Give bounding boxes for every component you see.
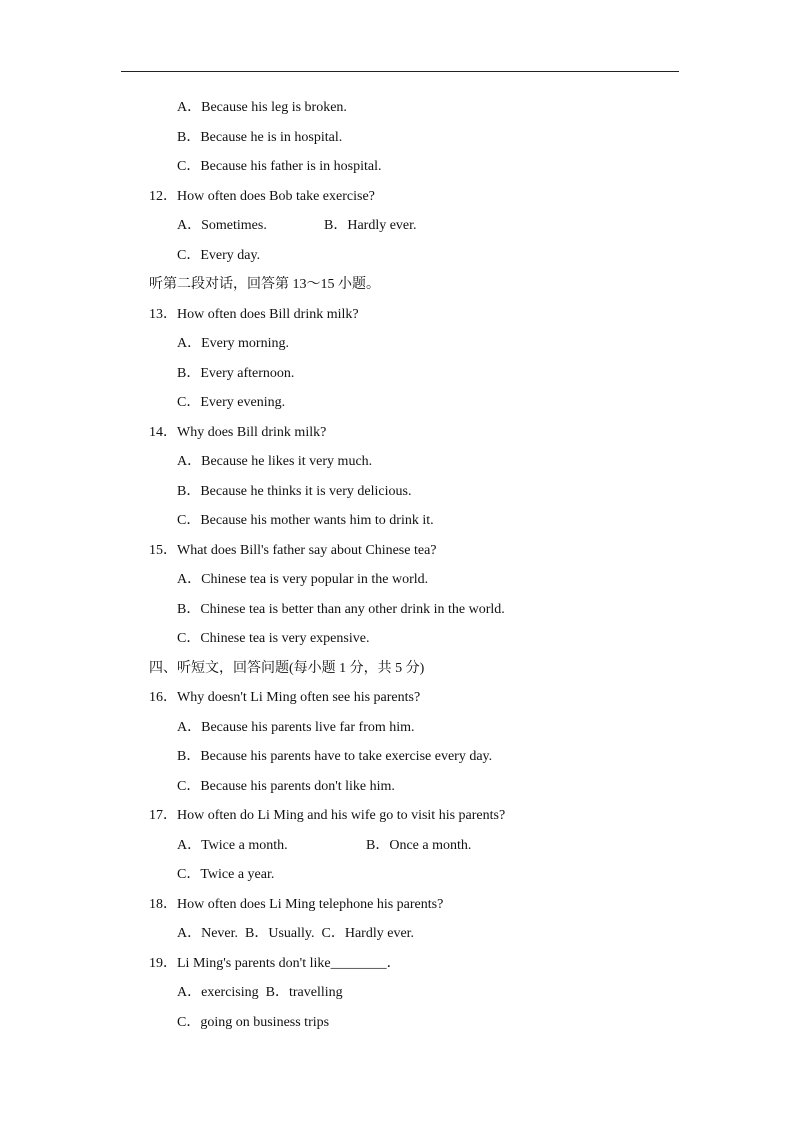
option-19c: C．going on business trips (177, 1015, 330, 1030)
section-instruction-2: 听第二段对话，回答第 13～15 小题。 (149, 277, 380, 292)
question-16: 16．Why doesn't Li Ming often see his parents? (149, 690, 421, 705)
option-15a: A．Chinese tea is very popular in the world. (177, 572, 429, 587)
question-14: 14．Why does Bill drink milk? (149, 425, 327, 440)
option-14c: C．Because his mother wants him to drink it. (177, 513, 434, 528)
question-17: 17．How often do Li Ming and his wife go to visit his parents? (149, 808, 506, 823)
question-12: 12．How often does Bob take exercise? (149, 189, 375, 204)
option-14b: B．Because he thinks it is very delicious. (177, 484, 412, 499)
option-17c: C．Twice a year. (177, 867, 275, 882)
option-14a: A．Because he likes it very much. (177, 454, 373, 469)
options-19ab: A．exercising B．travelling (177, 985, 343, 1000)
option-17b: B．Once a month. (366, 838, 472, 853)
options-18: A．Never. B．Usually. C．Hardly ever. (177, 926, 415, 941)
option-13b: B．Every afternoon. (177, 366, 295, 381)
option-11b: B．Because he is in hospital. (177, 130, 343, 145)
option-16c: C．Because his parents don't like him. (177, 779, 395, 794)
option-15b: B．Chinese tea is better than any other drink in the world. (177, 602, 505, 617)
option-15c: C．Chinese tea is very expensive. (177, 631, 370, 646)
question-18: 18．How often does Li Ming telephone his parents? (149, 897, 444, 912)
option-13c: C．Every evening. (177, 395, 286, 410)
option-12c: C．Every day. (177, 248, 261, 263)
option-16b: B．Because his parents have to take exercise every day. (177, 749, 493, 764)
option-11c: C．Because his father is in hospital. (177, 159, 382, 174)
option-11a: A．Because his leg is broken. (177, 100, 347, 115)
option-12b: B．Hardly ever. (324, 218, 417, 233)
header-rule (121, 71, 679, 72)
question-15: 15．What does Bill's father say about Chinese tea? (149, 543, 437, 558)
option-12a: A．Sometimes. (177, 218, 267, 233)
option-16a: A．Because his parents live far from him. (177, 720, 415, 735)
section-heading-4: 四、听短文，回答问题(每小题 1 分，共 5 分) (149, 661, 425, 676)
question-13: 13．How often does Bill drink milk? (149, 307, 359, 322)
option-13a: A．Every morning. (177, 336, 289, 351)
question-19: 19．Li Ming's parents don't like________． (149, 956, 401, 971)
option-17a: A．Twice a month. (177, 838, 288, 853)
